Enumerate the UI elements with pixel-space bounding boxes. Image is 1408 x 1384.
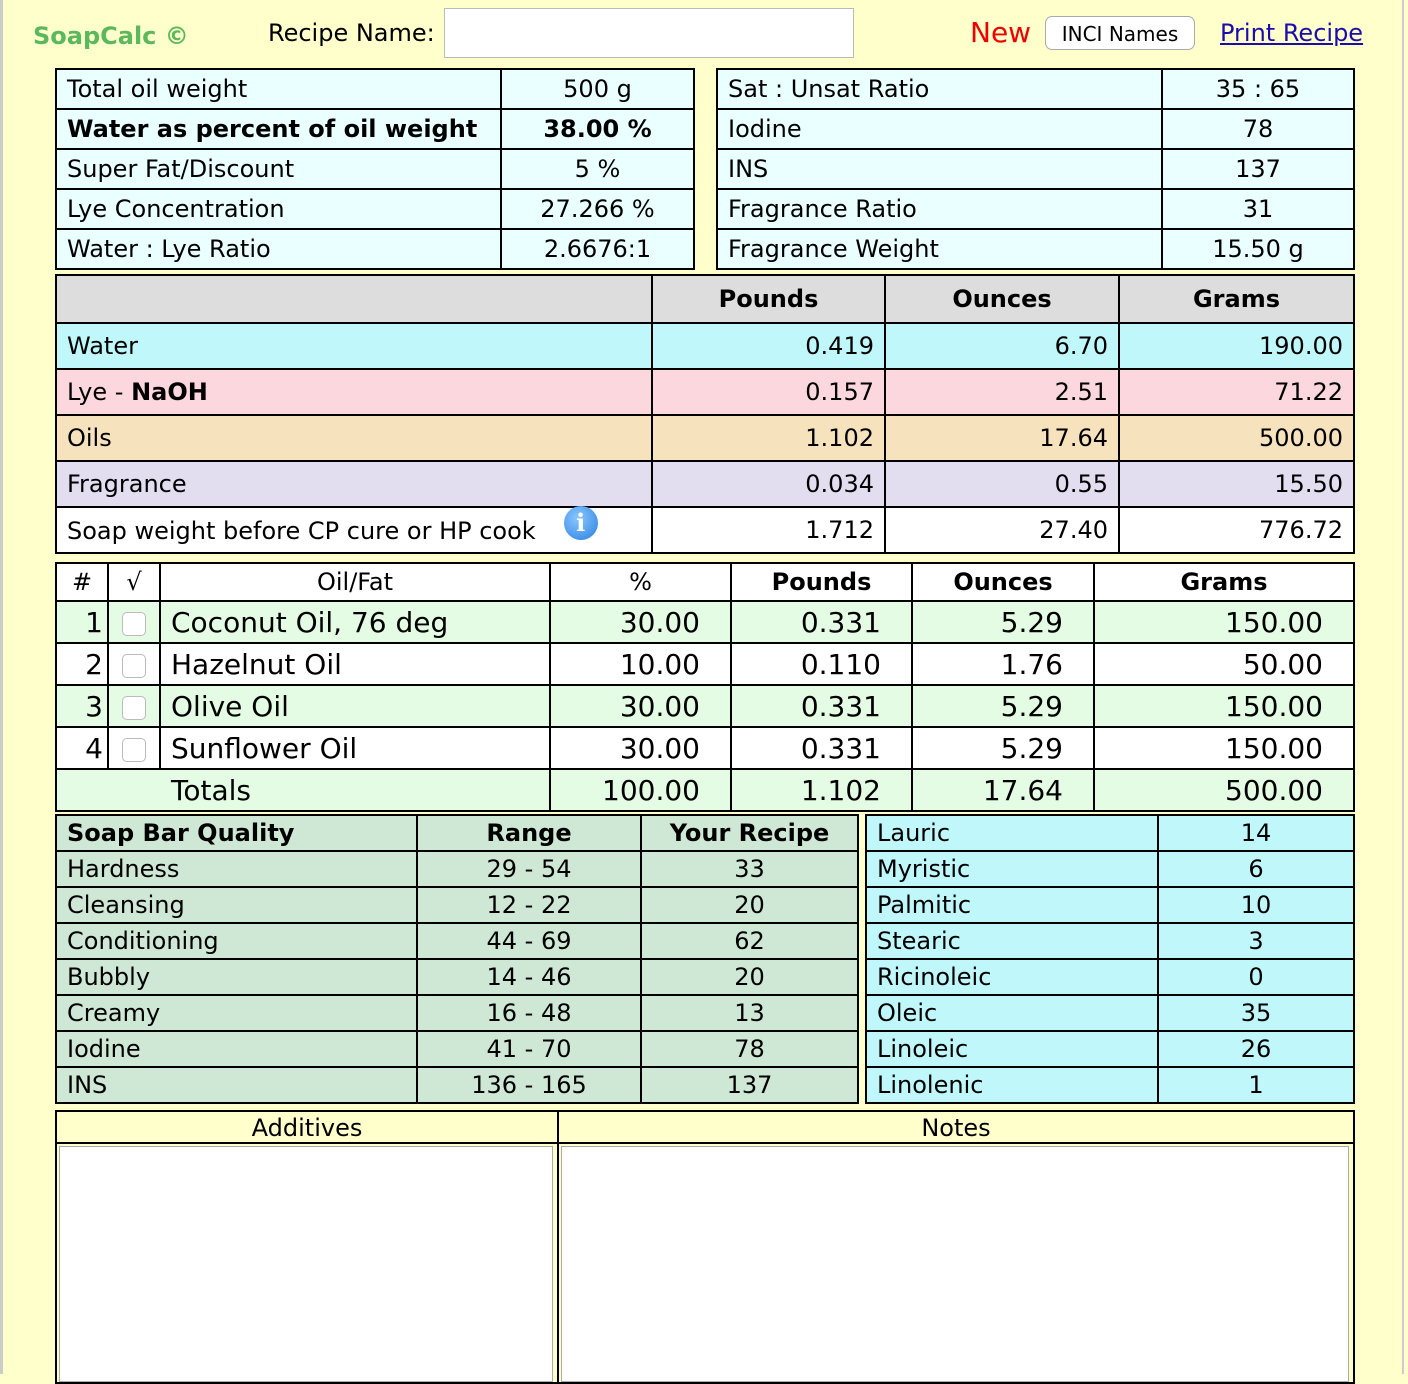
quality-row (56, 923, 858, 959)
oil-row (56, 601, 1354, 643)
quality-value: 62 (641, 923, 858, 959)
quality-value: 78 (641, 1031, 858, 1067)
quality-name: Creamy (56, 995, 417, 1031)
totals-grams: 500.00 (1094, 769, 1354, 811)
fatty-acid-name: Palmitic (866, 887, 1158, 923)
totals-pct: 100.00 (550, 769, 731, 811)
quality-header-recipe: Your Recipe (641, 815, 858, 851)
quality-range: 14 - 46 (417, 959, 641, 995)
quality-header-range: Range (417, 815, 641, 851)
quality-name: Iodine (56, 1031, 417, 1067)
fatty-acid-name: Linoleic (866, 1031, 1158, 1067)
checkbox[interactable] (122, 696, 146, 720)
weights-header-pounds: Pounds (652, 275, 885, 323)
quality-range: 44 - 69 (417, 923, 641, 959)
oil-pct: 10.00 (550, 643, 731, 685)
weights-pounds: 1.712 (652, 507, 885, 553)
fatty-acid-value: 1 (1158, 1067, 1354, 1103)
oil-check-cell (108, 601, 160, 643)
weights-row-water (56, 323, 1354, 369)
quality-header-name: Soap Bar Quality (56, 815, 417, 851)
weights-row-oils (56, 415, 1354, 461)
quality-name: INS (56, 1067, 417, 1103)
fatty-acid-table (865, 814, 1355, 1104)
summary-label: Super Fat/Discount (56, 149, 501, 189)
oil-pct: 30.00 (550, 727, 731, 769)
fatty-acid-name: Lauric (866, 815, 1158, 851)
quality-value: 13 (641, 995, 858, 1031)
quality-range: 41 - 70 (417, 1031, 641, 1067)
weights-pounds: 1.102 (652, 415, 885, 461)
summary-label: INS (717, 149, 1162, 189)
oil-name: Sunflower Oil (160, 727, 550, 769)
oil-row (56, 685, 1354, 727)
quality-name: Conditioning (56, 923, 417, 959)
fatty-acid-row (866, 959, 1354, 995)
fatty-acid-row (866, 1031, 1354, 1067)
summary-value: 15.50 g (1162, 229, 1354, 269)
quality-range: 16 - 48 (417, 995, 641, 1031)
fatty-acid-value: 10 (1158, 887, 1354, 923)
weights-grams: 190.00 (1119, 323, 1354, 369)
info-icon[interactable]: i (564, 506, 598, 540)
fatty-acid-row (866, 887, 1354, 923)
recipe-name-label: Recipe Name: (268, 19, 435, 47)
notes-box (557, 1144, 1355, 1384)
quality-range: 12 - 22 (417, 887, 641, 923)
oils-table (55, 562, 1355, 812)
checkbox[interactable] (122, 612, 146, 636)
oils-header-check: √ (108, 563, 160, 601)
weights-row-soap (56, 507, 1354, 553)
fatty-acid-value: 0 (1158, 959, 1354, 995)
quality-row (56, 995, 858, 1031)
weights-grams: 71.22 (1119, 369, 1354, 415)
quality-name: Cleansing (56, 887, 417, 923)
oil-totals-row (56, 769, 1354, 811)
summary-value: 38.00 % (501, 109, 694, 149)
fatty-acid-value: 3 (1158, 923, 1354, 959)
summary-value: 2.6676:1 (501, 229, 694, 269)
fatty-acid-name: Stearic (866, 923, 1158, 959)
weights-pounds: 0.034 (652, 461, 885, 507)
weights-ounces: 17.64 (885, 415, 1119, 461)
quality-value: 33 (641, 851, 858, 887)
weights-row-fragrance (56, 461, 1354, 507)
summary-value: 500 g (501, 69, 694, 109)
oil-pounds: 0.110 (731, 643, 912, 685)
summary-label: Total oil weight (56, 69, 501, 109)
new-recipe-link[interactable]: New (970, 16, 1032, 49)
fatty-acid-row (866, 1067, 1354, 1103)
summary-row (56, 229, 694, 269)
fatty-acid-name: Ricinoleic (866, 959, 1158, 995)
weights-grams: 15.50 (1119, 461, 1354, 507)
quality-row (56, 851, 858, 887)
fatty-acid-value: 35 (1158, 995, 1354, 1031)
oils-header-num: # (56, 563, 108, 601)
summary-row (56, 149, 694, 189)
weights-row-lye (56, 369, 1354, 415)
oils-header-grams: Grams (1094, 563, 1354, 601)
additives-textarea[interactable] (59, 1146, 553, 1382)
lye-label: Lye - (67, 378, 132, 406)
oils-header-pct: % (550, 563, 731, 601)
oil-grams: 150.00 (1094, 601, 1354, 643)
quality-range: 29 - 54 (417, 851, 641, 887)
oil-check-cell (108, 727, 160, 769)
oil-row (56, 643, 1354, 685)
oil-check-cell (108, 685, 160, 727)
totals-ounces: 17.64 (912, 769, 1094, 811)
oil-grams: 150.00 (1094, 727, 1354, 769)
oils-header-name: Oil/Fat (160, 563, 550, 601)
summary-label: Fragrance Weight (717, 229, 1162, 269)
weights-header-grams: Grams (1119, 275, 1354, 323)
additives-box (55, 1144, 559, 1384)
checkbox[interactable] (122, 738, 146, 762)
summary-row (717, 69, 1354, 109)
oil-name: Hazelnut Oil (160, 643, 550, 685)
totals-label: Totals (56, 769, 550, 811)
app-logo: SoapCalc © (33, 22, 189, 50)
weights-grams: 776.72 (1119, 507, 1354, 553)
oil-row (56, 727, 1354, 769)
soap-weight-label: Soap weight before CP cure or HP cook (67, 517, 536, 545)
weights-ounces: 27.40 (885, 507, 1119, 553)
summary-label: Water as percent of oil weight (56, 109, 501, 149)
summary-label: Iodine (717, 109, 1162, 149)
weights-pounds: 0.419 (652, 323, 885, 369)
summary-row (56, 109, 694, 149)
summary-row (717, 189, 1354, 229)
totals-pounds: 1.102 (731, 769, 912, 811)
oils-header-pounds: Pounds (731, 563, 912, 601)
oil-ounces: 5.29 (912, 601, 1094, 643)
summary-label: Lye Concentration (56, 189, 501, 229)
oil-pounds: 0.331 (731, 727, 912, 769)
weights-ounces: 0.55 (885, 461, 1119, 507)
summary-value: 31 (1162, 189, 1354, 229)
summary-label: Fragrance Ratio (717, 189, 1162, 229)
recipe-name-input[interactable] (444, 8, 854, 58)
checkbox[interactable] (122, 654, 146, 678)
oil-num: 3 (56, 685, 108, 727)
fatty-acid-row (866, 851, 1354, 887)
oil-num: 4 (56, 727, 108, 769)
oil-pounds: 0.331 (731, 685, 912, 727)
quality-value: 20 (641, 887, 858, 923)
summary-row (56, 189, 694, 229)
quality-value: 137 (641, 1067, 858, 1103)
summary-row (717, 109, 1354, 149)
summary-right-table (716, 68, 1355, 270)
fatty-acid-value: 14 (1158, 815, 1354, 851)
weights-label: Fragrance (56, 461, 652, 507)
weights-header-ounces: Ounces (885, 275, 1119, 323)
notes-textarea[interactable] (561, 1146, 1349, 1382)
weights-ounces: 6.70 (885, 323, 1119, 369)
fatty-acid-row (866, 815, 1354, 851)
fatty-acid-row (866, 923, 1354, 959)
summary-value: 78 (1162, 109, 1354, 149)
quality-name: Hardness (56, 851, 417, 887)
weights-ounces: 2.51 (885, 369, 1119, 415)
oil-num: 2 (56, 643, 108, 685)
summary-value: 35 : 65 (1162, 69, 1354, 109)
weights-label: Oils (56, 415, 652, 461)
summary-value: 5 % (501, 149, 694, 189)
fatty-acid-row (866, 995, 1354, 1031)
summary-label: Water : Lye Ratio (56, 229, 501, 269)
oil-pounds: 0.331 (731, 601, 912, 643)
weights-grams: 500.00 (1119, 415, 1354, 461)
quality-row (56, 959, 858, 995)
summary-row (717, 149, 1354, 189)
quality-value: 20 (641, 959, 858, 995)
summary-value: 137 (1162, 149, 1354, 189)
oil-name: Coconut Oil, 76 deg (160, 601, 550, 643)
oil-ounces: 1.76 (912, 643, 1094, 685)
oil-name: Olive Oil (160, 685, 550, 727)
lye-water-weights-table (55, 274, 1355, 554)
fatty-acid-value: 6 (1158, 851, 1354, 887)
oil-ounces: 5.29 (912, 685, 1094, 727)
quality-row (56, 1067, 858, 1103)
oil-check-cell (108, 643, 160, 685)
oil-grams: 150.00 (1094, 685, 1354, 727)
fatty-acid-name: Oleic (866, 995, 1158, 1031)
fatty-acid-name: Myristic (866, 851, 1158, 887)
quality-range: 136 - 165 (417, 1067, 641, 1103)
quality-row (56, 1031, 858, 1067)
oil-pct: 30.00 (550, 601, 731, 643)
inci-names-button[interactable]: INCI Names (1045, 16, 1195, 50)
print-recipe-link[interactable]: Print Recipe (1220, 19, 1364, 47)
summary-left-table (55, 68, 695, 270)
summary-value: 27.266 % (501, 189, 694, 229)
oil-grams: 50.00 (1094, 643, 1354, 685)
summary-row (56, 69, 694, 109)
summary-label: Sat : Unsat Ratio (717, 69, 1162, 109)
soap-quality-table (55, 814, 859, 1104)
oil-num: 1 (56, 601, 108, 643)
weights-label: Water (56, 323, 652, 369)
fatty-acid-value: 26 (1158, 1031, 1354, 1067)
fatty-acid-name: Linolenic (866, 1067, 1158, 1103)
weights-header-blank (56, 275, 652, 323)
notes-header: Notes (557, 1110, 1355, 1144)
weights-label (56, 369, 652, 415)
summary-row (717, 229, 1354, 269)
weights-pounds: 0.157 (652, 369, 885, 415)
additives-header: Additives (55, 1110, 559, 1144)
oils-header-ounces: Ounces (912, 563, 1094, 601)
oil-pct: 30.00 (550, 685, 731, 727)
quality-name: Bubbly (56, 959, 417, 995)
oil-ounces: 5.29 (912, 727, 1094, 769)
lye-type: NaOH (131, 378, 208, 406)
weights-label (56, 507, 652, 553)
quality-row (56, 887, 858, 923)
